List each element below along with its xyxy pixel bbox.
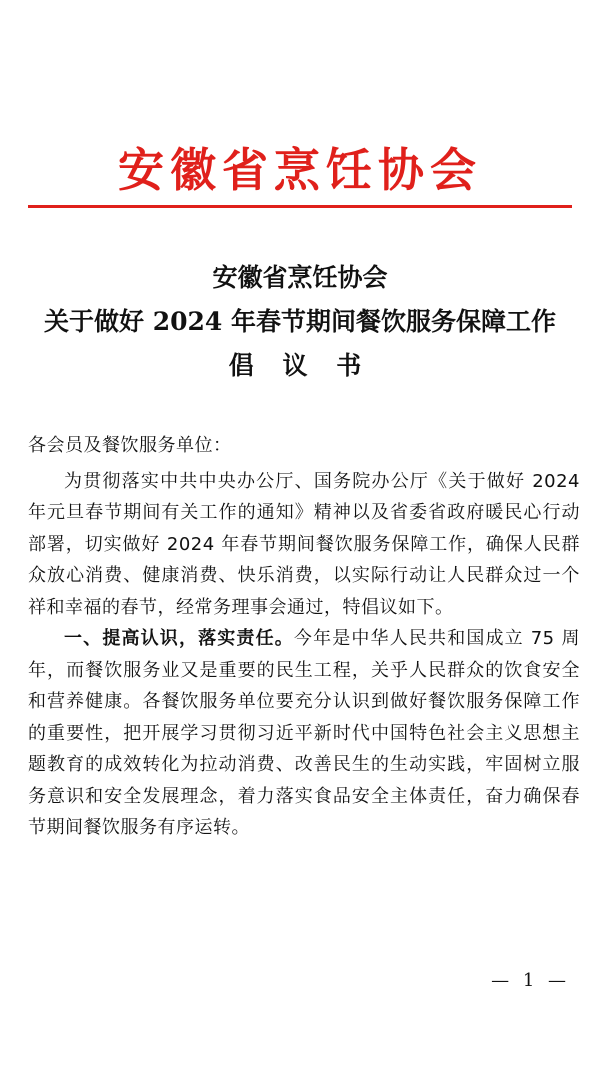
org-letterhead: 安徽省烹饪协会 (118, 143, 482, 197)
page-number: — 1 — (491, 970, 570, 991)
document-title (0, 256, 600, 388)
section-1-heading: 一、提高认识，落实责任。 (64, 628, 294, 649)
title-line-org: 安徽省烹饪协会 (212, 263, 388, 292)
title-line-subject: 关于做好 2024 年春节期间餐饮服务保障工作 (44, 307, 556, 336)
section-1-paragraph (28, 623, 580, 844)
letterhead-rule (28, 205, 572, 208)
intro-paragraph: 为贯彻落实中共中央办公厅、国务院办公厅《关于做好 2024 年元旦春节期间有关工作的通知》精神以及省委省政府暖民心行动部署，切实做好 2024 年春节期间餐饮服务保障工作，确保人民群众放心消费、健康消费、快乐消费，以实际行动让人民群众过一个祥和幸福的春节，经常务理事会通过，特倡议如下。 (28, 470, 580, 618)
document-body (28, 430, 580, 844)
title-line-doctype: 倡 议 书 (228, 351, 372, 380)
salutation: 各会员及餐饮服务单位： (28, 435, 232, 456)
section-1-text: 今年是中华人民共和国成立 75 周年，而餐饮服务业又是重要的民生工程，关乎人民群众的饮食安全和营养健康。各餐饮服务单位要充分认识到做好餐饮服务保障工作的重要性，把开展学习贯彻习近平新时代中国特色社会主义思想主题教育的成效转化为拉动消费、改善民生的生动实践，牢固树立服务意识和安全发展理念，着力落实食品安全主体责任，奋力确保春节期间餐饮服务有序运转。 (28, 628, 580, 838)
